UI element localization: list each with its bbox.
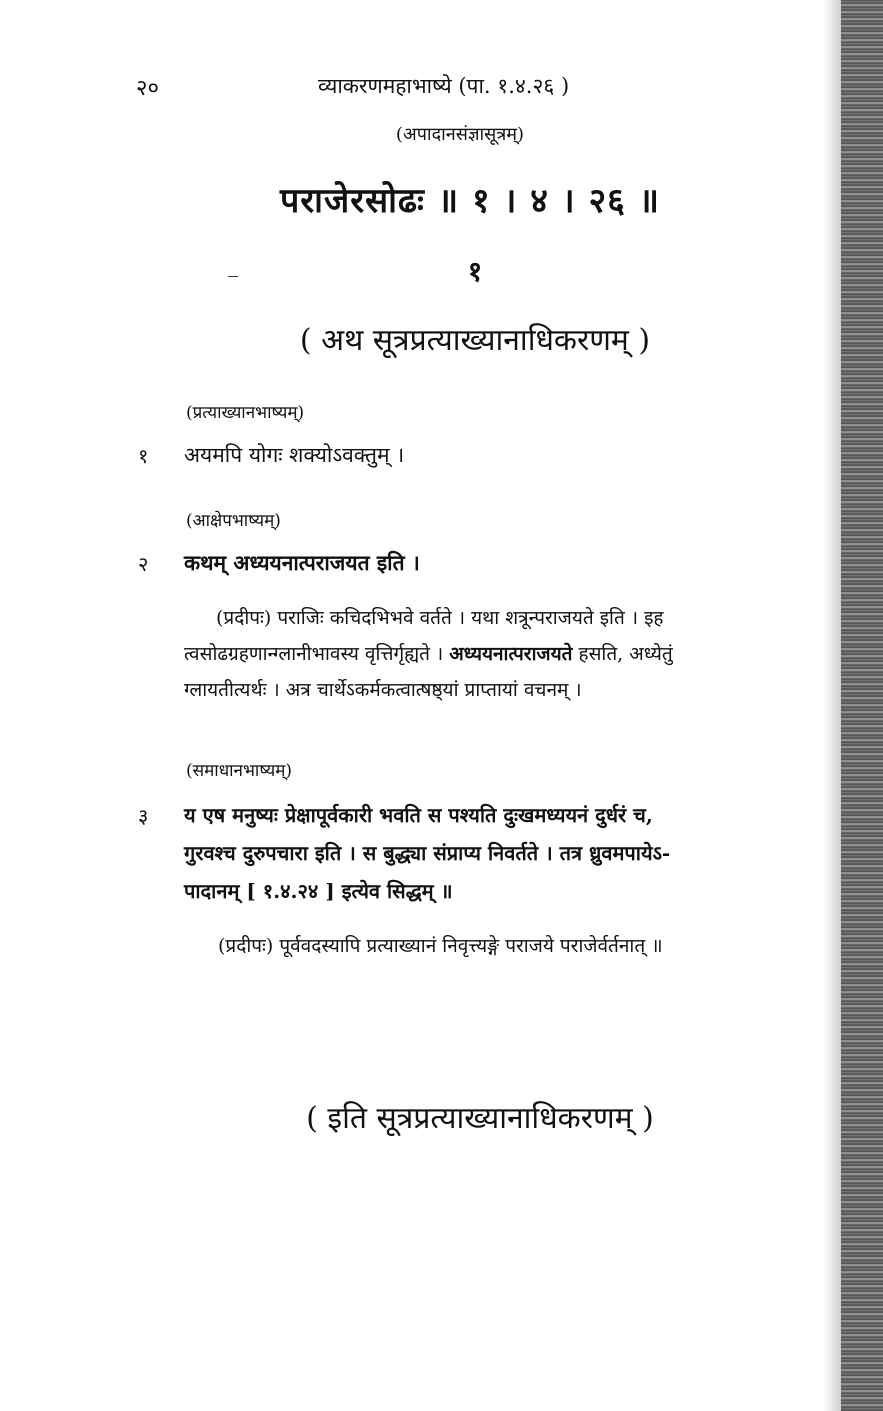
sutra-heading: पराजेरसोढः ॥ १ । ४ । २६ ॥ (279, 181, 661, 221)
samadhana-line-3: पादानम् [ १.४.२४ ] इत्येव सिद्धम् ॥ (184, 879, 453, 903)
pradipa-1-line-3: ग्लायतीत्यर्थः । अत्र चार्थेऽकर्मकत्वात्षष्ठ्यां प्राप्तायां वचनम् । (184, 679, 582, 701)
running-title: व्याकरणमहाभाष्ये (पा. १.४.२६ ) (318, 74, 570, 98)
pradipa-1-line-2-head: त्वसोढग्रहणान्ग्लानीभावस्य वृत्तिर्गृह्यते । (184, 643, 450, 665)
pratyakhyana-text: अयमपि योगः शक्योऽवक्तुम् । (184, 443, 405, 467)
akshepa-label: (आक्षेपभाष्यम्) (186, 511, 281, 531)
bhashya-number-2: २ (138, 552, 149, 576)
pradipa-1-line-2-tail: हसति, अध्येतुं (572, 643, 673, 665)
pradipa-commentary-1 (184, 600, 834, 708)
pratyakhyana-label: (प्रत्याख्यानभाष्यम्) (186, 403, 305, 423)
pradipa-1-quoted-term: अध्ययनात्पराजयते (449, 643, 573, 665)
bhashya-number-1: १ (138, 444, 149, 468)
samadhana-text (184, 796, 834, 910)
pradipa-1-line-2 (184, 636, 834, 672)
pradipa-commentary-2: (प्रदीपः) पूर्ववदस्यापि प्रत्याख्यानं निवृत्त्यङ्गे पराजये पराजेर्वर्तनात् ॥ (218, 935, 663, 957)
samadhana-line-2: गुरवश्च दुरुपचारा इति । स बुद्ध्या संप्राप्य निवर्तते । तत्र ध्रुवमपायेऽ- (184, 841, 671, 865)
adhikarana-start-heading: ( अथ सूत्रप्रत्याख्यानाधिकरणम् ) (299, 323, 651, 358)
adhikarana-end-heading: ( इति सूत्रप्रत्याख्यानाधिकरणम् ) (306, 1101, 654, 1136)
pradipa-1-line-1: (प्रदीपः) पराजिः कचिदभिभवे वर्तते । यथा शत्रून्पराजयते इति । इह (216, 607, 664, 629)
bhashya-number-3: ३ (138, 804, 149, 828)
samadhana-label: (समाधानभाष्यम्) (186, 761, 293, 781)
section-number: १ (467, 255, 483, 288)
samadhana-line-1: य एष मनुष्यः प्रेक्षापूर्वकारी भवति स पश्यति दुःखमध्ययनं दुर्धरं च, (184, 803, 653, 827)
akshepa-text: कथम् अध्ययनात्पराजयत इति । (184, 550, 420, 575)
page-number: २० (136, 76, 159, 101)
scan-mark (228, 276, 238, 277)
sutra-category-heading: (अपादानसंज्ञासूत्रम्) (395, 124, 525, 145)
